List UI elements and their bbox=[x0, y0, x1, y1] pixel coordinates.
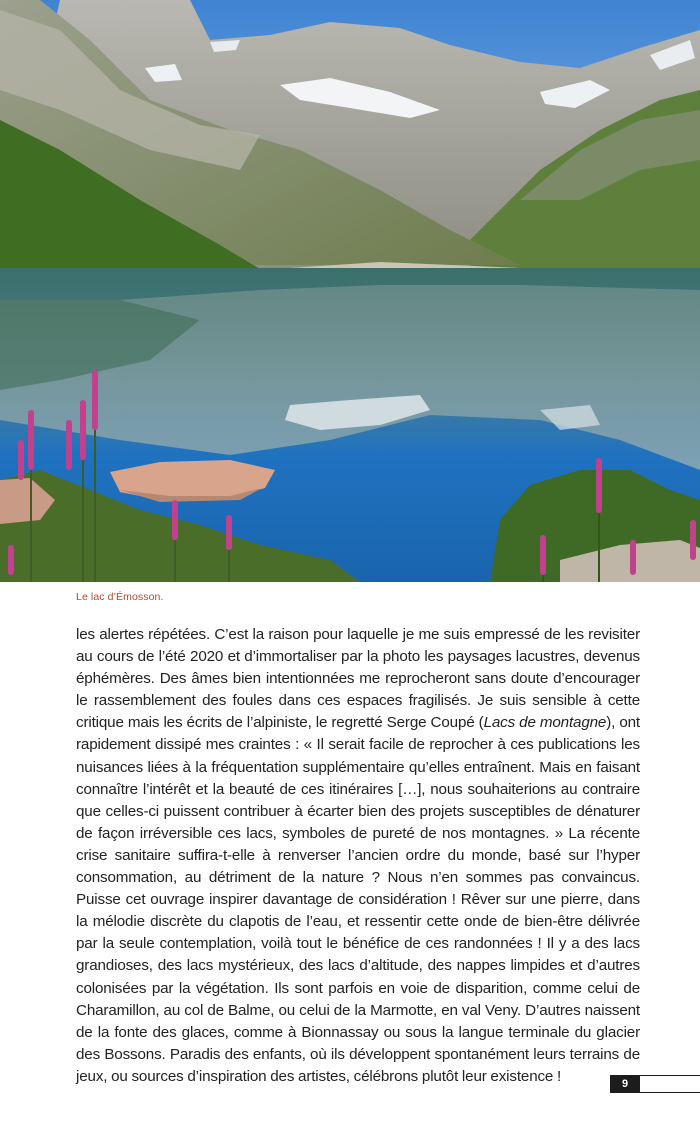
paragraph-part-1: les alertes répétées. C’est la raison pour laquelle je me suis empressé de les revisiter au cours de l’été 2020 et d’immortaliser par la photo les paysages lacustres, devenus éphémères. Des âmes bien intentionnées me reprocheront sans doute d’encourager le rassemblement des foules dans ces espaces fragilisés. Je suis sensible à cette critique mais les écrits de l’alpiniste, le regretté Serge Coupé ( bbox=[76, 626, 640, 732]
folio-rule-bottom bbox=[640, 1092, 700, 1093]
page-number: 9 bbox=[610, 1075, 640, 1093]
photo-caption: Le lac d’Émosson. bbox=[76, 591, 164, 603]
folio-rule-top bbox=[640, 1075, 700, 1076]
book-title: Lacs de montagne bbox=[483, 714, 607, 732]
paragraph-part-2: ), ont rapidement dissipé mes craintes : « Il serait facile de reprocher à ces publications les nuisances liées à la fréquentation supplémentaire qu’elles entraînent. Mais en faisant connaître l’intérêt et la beauté de ces itinéraires […], nous souhaiterions au contraire que celles-ci puissent contribuer à écarter bien des projets susceptibles de dénaturer de façon irréversible ces lacs, symboles de pureté de nos montagnes. » La récente crise sanitaire suffira-t-elle à renverser l’ancien ordre du monde, basé sur l’hyper consommation, au détriment de la nature ? Nous n’en sommes pas convaincus. Puisse cet ouvrage inspirer davantage de considération ! Rêver sur une pierre, dans la mélodie discrète du clapotis de l’eau, et ressentir cette onde de bien-être délivrée par la seule contemplation, voilà tout le bénéfice de ces randonnées ! Il y a des lacs grandioses, des lacs mystérieux, des lacs d’altitude, des nappes limpides et d’autres colonisées par la végétation. Ils sont parfois en voie de disparition, comme celui de Charamillon, au col de Balme, ou celui de la Marmotte, en val Veny. D’autres naissent de la fonte des glaces, comme à Bionnassay ou sous la langue terminale du glacier des Bossons. Paradis des enfants, où ils développent spontanément leurs terrains de jeux, ou sources d’inspiration des artistes, célébrons plutôt leur existence ! bbox=[76, 714, 640, 1085]
body-paragraph bbox=[76, 624, 640, 1088]
